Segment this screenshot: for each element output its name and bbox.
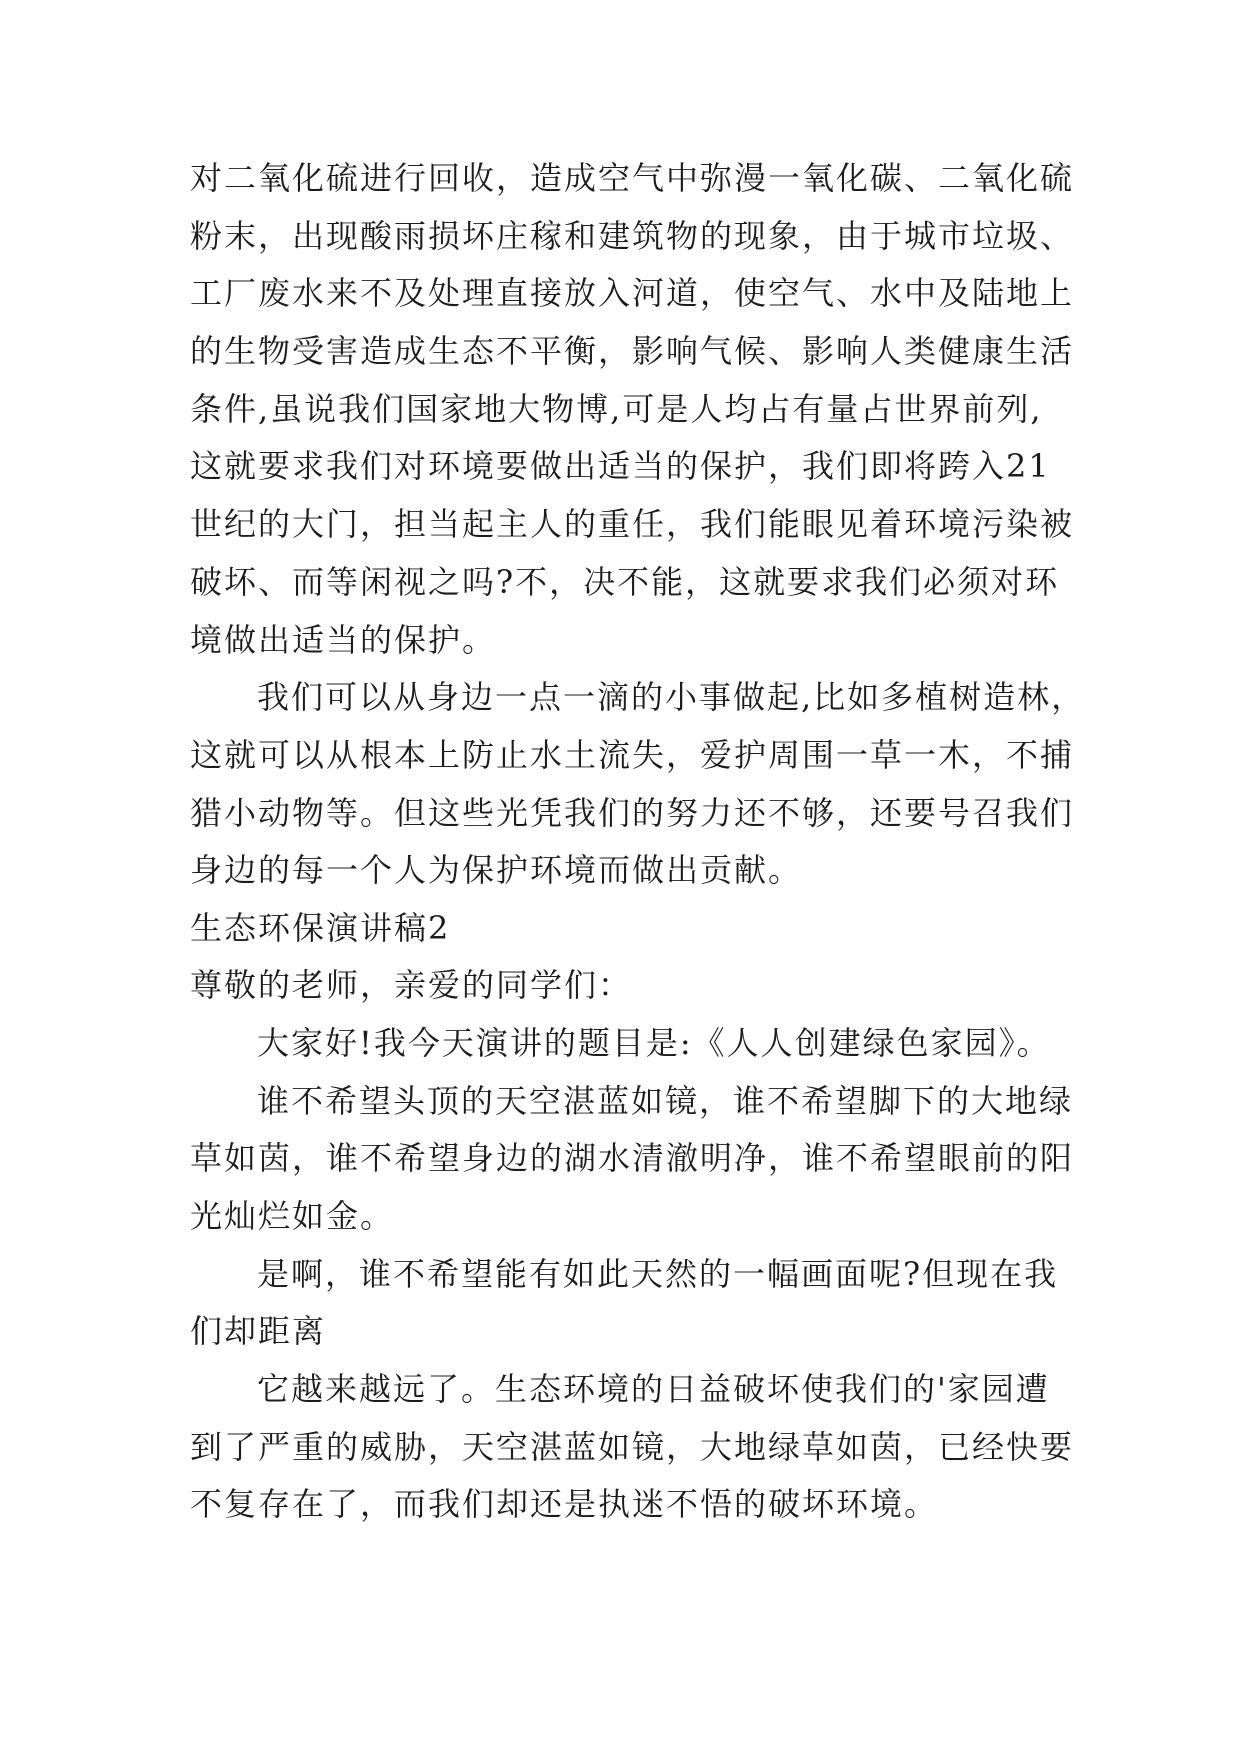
text-line: 世纪的大门，担当起主人的重任，我们能眼见着环境污染被 — [190, 505, 1075, 543]
text-line: 工厂废水来不及处理直接放入河道，使空气、水中及陆地上 — [190, 274, 1075, 312]
text-line: 境做出适当的保护。 — [190, 621, 497, 659]
text-line: 对二氧化硫进行回收，造成空气中弥漫一氧化碳、二氧化硫 — [190, 159, 1075, 197]
text-line: 粉末，出现酸雨损坏庄稼和建筑物的现象，由于城市垃圾、 — [190, 217, 1075, 255]
paragraph-first-line: 谁不希望头顶的天空湛蓝如镜，谁不希望脚下的大地绿 — [257, 1082, 1074, 1120]
text-line: 猎小动物等。但这些光凭我们的努力还不够，还要号召我们 — [190, 794, 1075, 832]
paragraph-first-line: 是啊，谁不希望能有如此天然的一幅画面呢?但现在我 — [257, 1255, 1059, 1293]
text-line: 条件,虽说我们国家地大物博,可是人均占有量占世界前列, — [190, 390, 1043, 428]
text-line: 这就要求我们对环境要做出适当的保护，我们即将跨入21 — [190, 447, 1051, 485]
text-line: 不复存在了，而我们却还是执迷不悟的破坏环境。 — [190, 1485, 939, 1523]
text-line: 身边的每一个人为保护环境而做出贡献。 — [190, 851, 803, 889]
text-line: 的生物受害造成生态不平衡，影响气候、影响人类健康生活 — [190, 332, 1075, 370]
paragraph-first-line: 它越来越远了。生态环境的日益破坏使我们的'家园遭 — [257, 1370, 1050, 1408]
text-line: 这就可以从根本上防止水土流失，爱护周围一草一木，不捕 — [190, 736, 1075, 774]
paragraph-first-line: 我们可以从身边一点一滴的小事做起,比如多植树造林， — [257, 678, 1086, 716]
text-line: 们却距离 — [190, 1312, 327, 1350]
salutation: 尊敬的老师，亲爱的同学们： — [190, 966, 633, 1004]
text-line: 草如茵，谁不希望身边的湖水清澈明净，谁不希望眼前的阳 — [190, 1139, 1075, 1177]
section-title: 生态环保演讲稿2 — [190, 909, 451, 947]
text-line: 破坏、而等闲视之吗?不，决不能，这就要求我们必须对环 — [190, 563, 1060, 601]
text-line: 光灿烂如金。 — [190, 1197, 395, 1235]
text-line: 到了严重的威胁，天空湛蓝如镜，大地绿草如茵，已经快要 — [190, 1428, 1075, 1466]
paragraph-first-line: 大家好!我今天演讲的题目是:《人人创建绿色家园》。 — [257, 1024, 1051, 1062]
